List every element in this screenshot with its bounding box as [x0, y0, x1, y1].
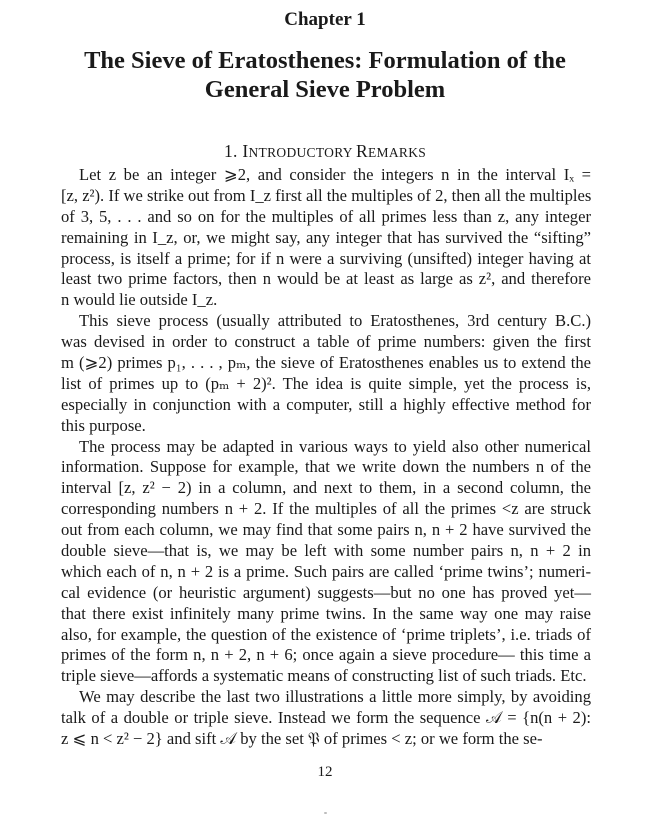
text-line: cal evidence (or heuristic argument) suggests—but no one has proved yet—: [61, 582, 591, 602]
body-text: [61, 165, 591, 750]
text-line: z ⩽ n < z² − 2} and sift 𝒜 by the set 𝔓 of primes < z; or we form the se-: [61, 729, 543, 749]
text-line: primes of the form n, n + 2, n + 6; once again a sieve procedure— this time a: [61, 645, 591, 665]
paragraph-intro: [61, 165, 591, 311]
paragraph-adaptation: [61, 437, 591, 688]
text-line: Let z be an integer ⩾2, and consider the integers n in the interval Iₓ =: [79, 165, 591, 184]
text-line: interval [z, z² − 2) in a column, and next to them, in a second column, the: [61, 478, 591, 498]
text-line: triple sieve—affords a systematic means of constructing list of such triads. Etc.: [61, 666, 587, 686]
text-line: of 3, 5, . . . and so on for the multiples of all primes less than z, any integer: [61, 206, 591, 226]
text-line: m (⩾2) primes p₁, . . . , pₘ, the sieve of Eratosthenes enables us to extend the: [61, 353, 591, 373]
text-line: This sieve process (usually attributed to Eratosthenes, 3rd century B.C.): [79, 311, 591, 331]
text-line: which each of n, n + 2 is a prime. Such pairs are called ‘prime twins’; numeri-: [61, 561, 591, 581]
chapter-title-line-2: General Sieve Problem: [204, 76, 446, 103]
scan-speck: [324, 812, 327, 814]
section-heading-text: INTRODUCTORY REMARKS: [242, 141, 427, 161]
text-line: list of primes up to (pₘ + 2)². The idea is quite simple, yet the process is,: [61, 373, 591, 393]
text-line: [z, z²). If we strike out from I_z first all the multiples of 2, then all the multiples: [61, 185, 592, 205]
paragraph-sieve-process: [61, 311, 591, 436]
section-heading: [0, 141, 650, 162]
paragraph-sequence: [61, 687, 591, 750]
chapter-label: Chapter 1: [284, 9, 366, 30]
text-line: talk of a double or triple sieve. Instead we form the sequence 𝒜 = {n(n + 2):: [61, 708, 591, 728]
text-line: The process may be adapted in various ways to yield also other numerical: [79, 436, 591, 456]
text-line: especially in conjunction with a computer, still a highly effective method for: [61, 394, 591, 414]
text-line: double sieve—that is, we may be left with some number pairs n, n + 2 in: [61, 541, 591, 561]
text-line: n would lie outside I_z.: [61, 290, 218, 310]
text-line: least two prime factors, then n would be at least as large as z², and therefore: [61, 269, 591, 289]
text-line: that there exist infinitely many prime twins. In the same way one may raise: [61, 603, 591, 623]
text-line: was devised in order to construct a table of prime numbers: given the first: [61, 332, 591, 352]
text-line: this purpose.: [61, 415, 146, 435]
section-number: 1.: [223, 141, 238, 161]
text-line: information. Suppose for example, that we write down the numbers n of the: [61, 457, 591, 477]
chapter-title-line-1: The Sieve of Eratosthenes: Formulation of the: [84, 47, 566, 74]
text-line: We may describe the last two illustrations a little more simply, by avoiding: [79, 687, 591, 707]
text-line: corresponding numbers n + 2. If the multiples of all the primes <z are struck: [61, 499, 591, 519]
text-line: process, is itself a prime; for if n were a surviving (unsifted) integer having at: [61, 248, 591, 268]
page-number: 12: [317, 764, 333, 780]
text-line: out from each column, we may find that some pairs n, n + 2 have survived the: [61, 520, 591, 540]
chapter-title: [40, 46, 610, 104]
text-line: remaining in I_z, or, we might say, any integer that has survived the “sifting”: [61, 227, 591, 247]
text-line: also, for example, the question of the existence of ‘prime triplets’, i.e. triads of: [61, 624, 591, 644]
